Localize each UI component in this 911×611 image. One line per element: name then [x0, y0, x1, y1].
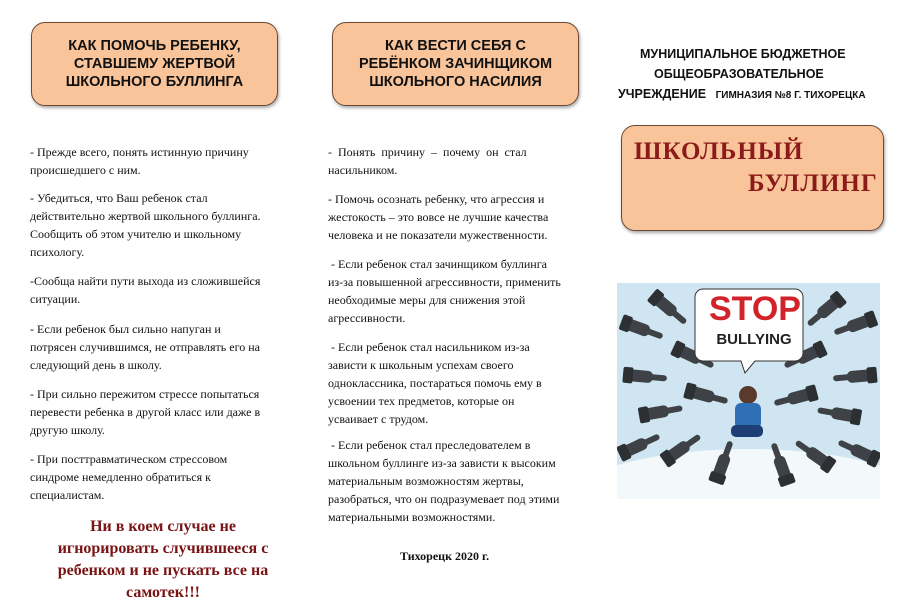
advice-paragraph: - При посттравматическом стрессовом синдроме немедленно обратиться к специалистам.	[30, 452, 228, 502]
advice-paragraph: - При сильно пережитом стрессе попытаться перевести ребенка в другой класс или даже в другую школу.	[30, 387, 261, 437]
organization-name: МУНИЦИПАЛЬНОЕ БЮДЖЕТНОЕ ОБЩЕОБРАЗОВАТЕЛЬНОЕ УЧРЕЖДЕНИЕ ГИМНАЗИЯ №8 Г. ТИХОРЕЦКА	[618, 47, 866, 101]
header-box-bully-behavior	[332, 22, 579, 106]
advice-paragraph: - Если ребенок был сильно напуган и потрясен случившимся, не отправлять его на следующий день в школу.	[30, 322, 260, 372]
footer-place-year: Тихорецк 2020 г.	[400, 549, 490, 563]
stop-bullying-poster	[617, 283, 880, 499]
header-box-help-victim	[31, 22, 278, 106]
advice-paragraph: - Если ребенок стал насильником из-за зависти к школьным успехам своего одноклассника, постараться помочь ему в усвоении тех предметов, которые он усваивает с трудом.	[328, 340, 542, 426]
advice-paragraph: -Сообща найти пути выхода из сложившейся ситуации.	[30, 274, 261, 306]
advice-paragraph: - Если ребенок стал преследователем в школьном буллинге из-за зависти к высоким материальным возможностям жертвы, разобраться, что он подразумевает под этими материальными возможностями.	[328, 438, 560, 524]
poster-bullying-text: BULLYING	[716, 331, 792, 348]
advice-paragraph: - Убедиться, что Ваш ребенок стал действительно жертвой школьного буллинга. Сообщить об этом учителю и школьному психологу.	[30, 191, 261, 259]
header-text: КАК ВЕСТИ СЕБЯ С РЕБЁНКОМ ЗАЧИНЩИКОМ ШКОЛЬНОГО НАСИЛИЯ	[358, 38, 553, 90]
advice-paragraph: - Если ребенок стал зачинщиком буллинга из-за повышенной агрессивности, применить необходимые меры для снижения этой агрессивности.	[328, 257, 561, 325]
title-line-1: ШКОЛЬНЫЙ	[634, 138, 804, 165]
advice-paragraph: - Прежде всего, понять истинную причину происшедшего с ним.	[30, 145, 249, 177]
poster-stop-text: STOP	[709, 290, 801, 328]
title-line-2: БУЛЛИНГ	[748, 170, 878, 197]
advice-paragraph: - Помочь осознать ребенку, что агрессия и жестокость – это вовсе не лучшие качества человека и не показатели мужественности.	[328, 192, 549, 242]
header-text: КАК ПОМОЧЬ РЕБЕНКУ, СТАВШЕМУ ЖЕРТВОЙ ШКОЛЬНОГО БУЛЛИНГА	[65, 38, 244, 90]
brochure-title-box	[621, 125, 884, 231]
warning-note: Ни в коем случае не игнорировать случившееся с ребенком и не пускать все на самотек!!!	[57, 518, 269, 601]
advice-paragraph: - Понять причину – почему он стал насильником.	[328, 145, 527, 177]
